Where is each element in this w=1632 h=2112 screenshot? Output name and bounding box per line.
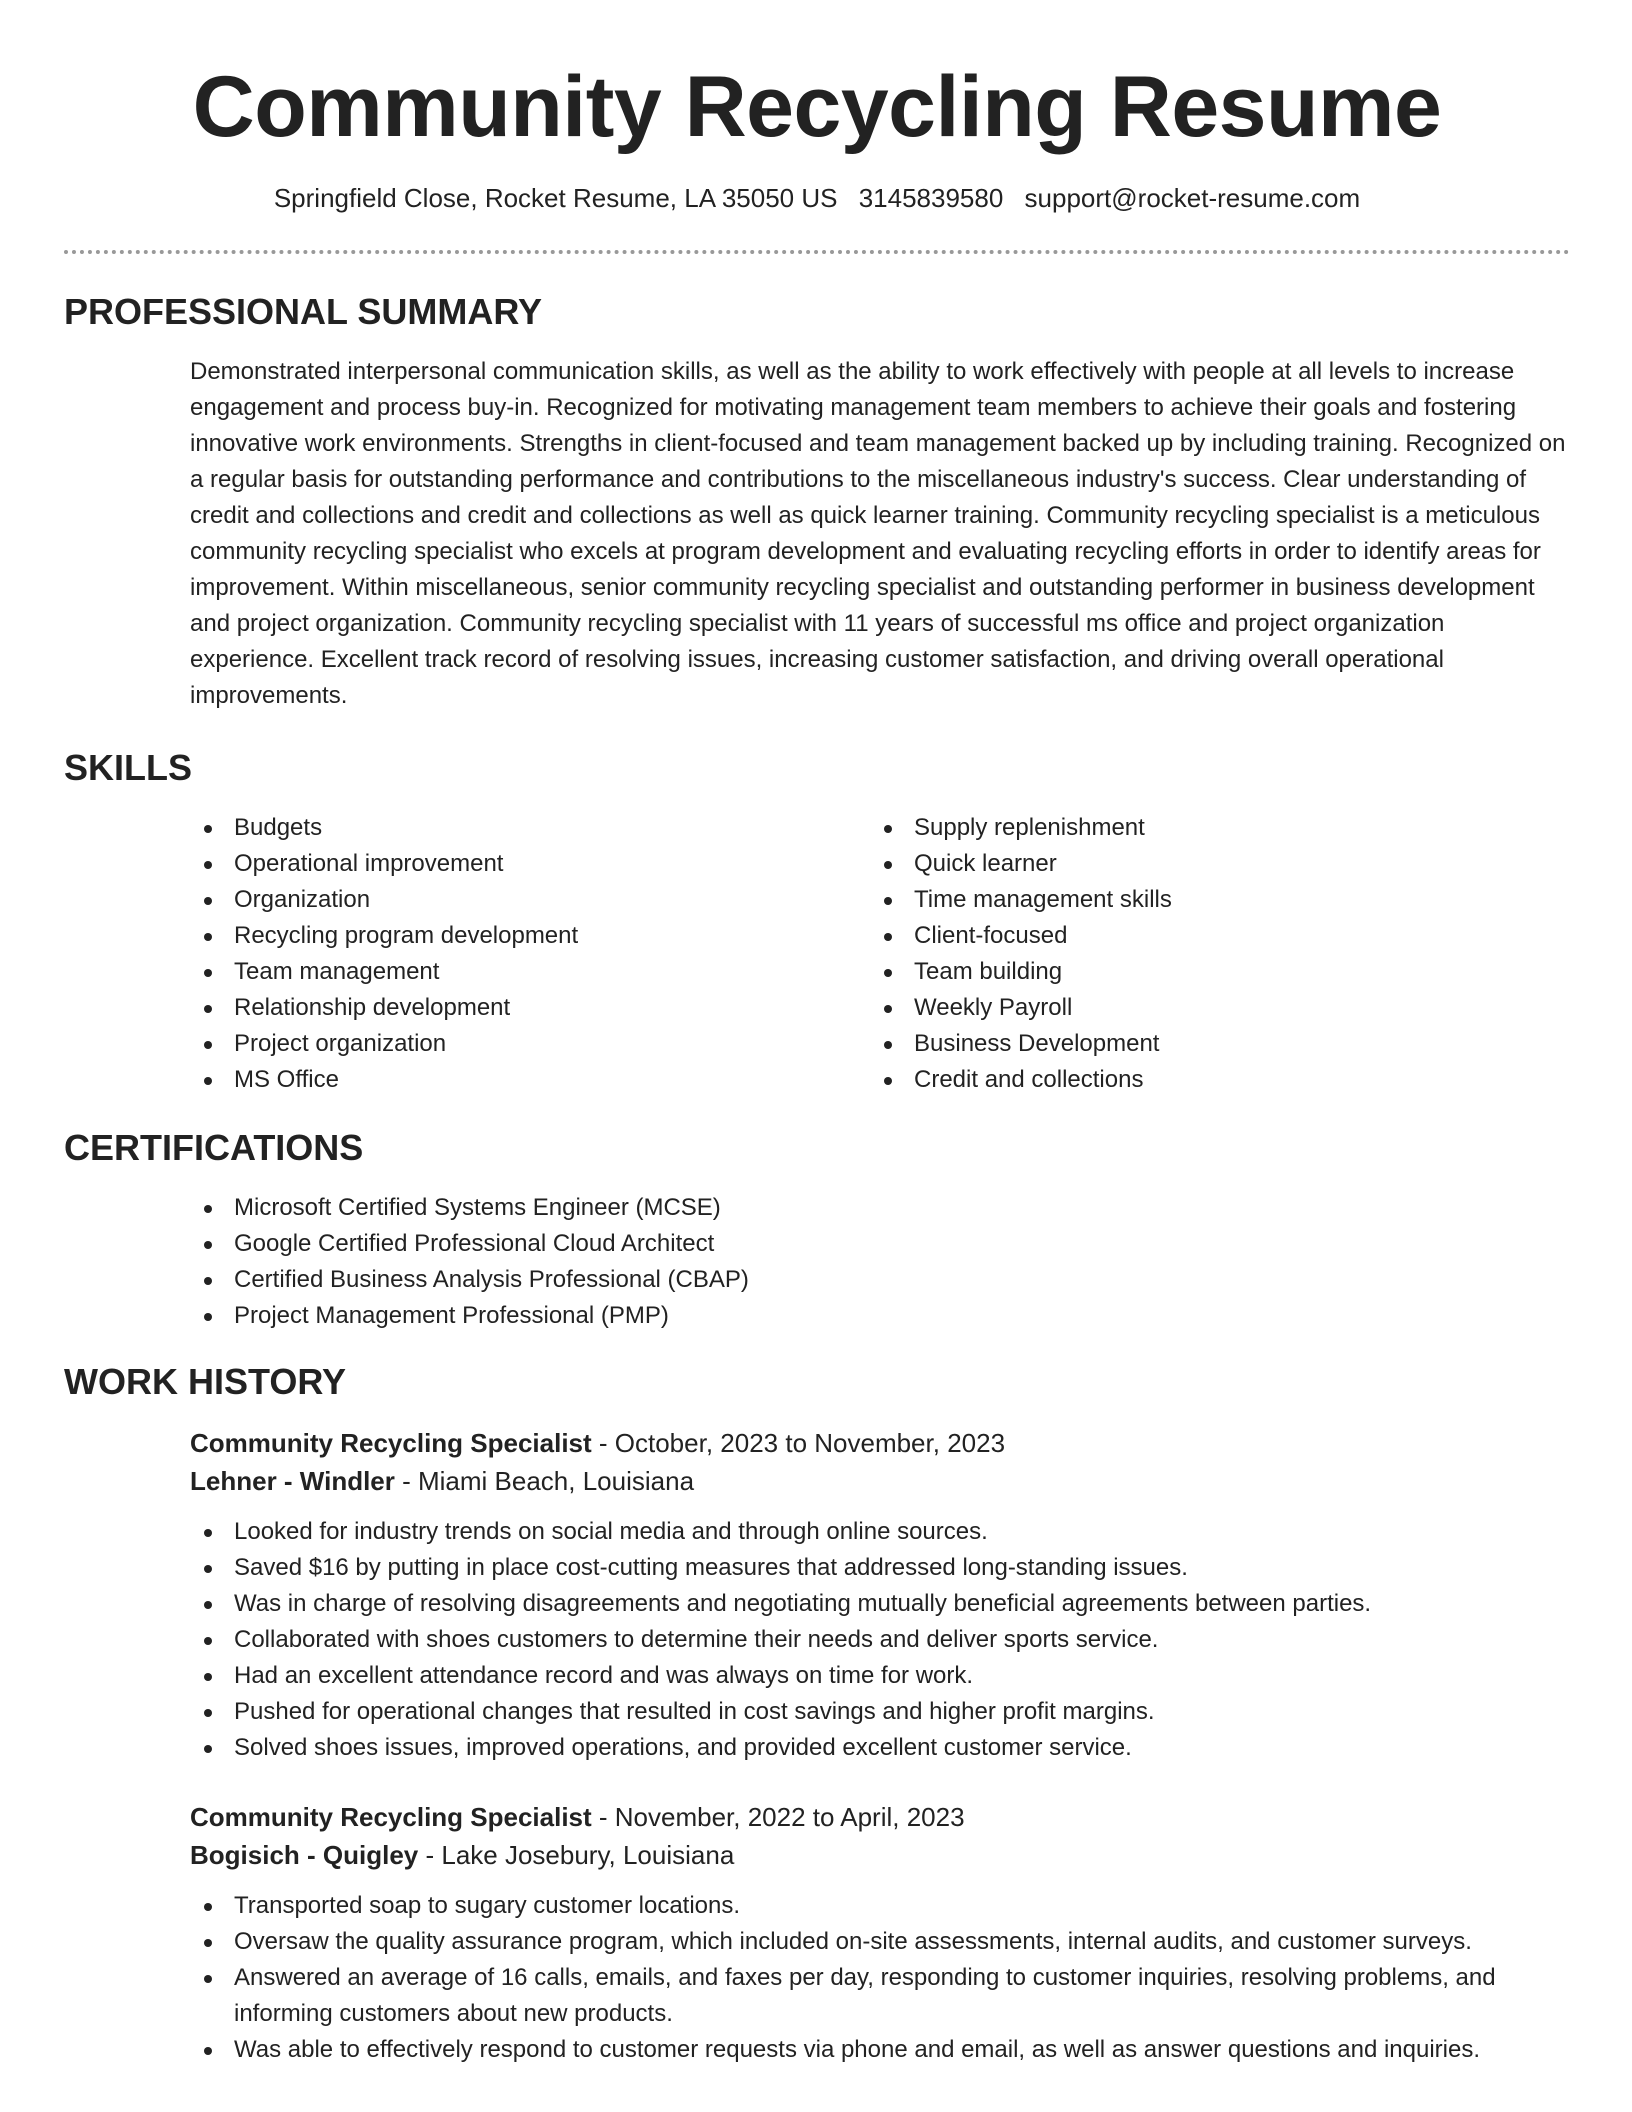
summary-section bbox=[64, 290, 1570, 714]
skills-left-column bbox=[190, 810, 870, 1098]
job-bullet: Oversaw the quality assurance program, which included on-site assessments, internal audits, and customer surveys. bbox=[190, 1924, 1570, 1960]
skill-item: MS Office bbox=[190, 1062, 870, 1098]
job-title-line bbox=[190, 1798, 1570, 1836]
job-location: - Miami Beach, Louisiana bbox=[394, 1466, 695, 1496]
certifications-list bbox=[190, 1190, 1570, 1334]
contact-phone: 3145839580 bbox=[858, 183, 1004, 213]
certifications-section bbox=[64, 1126, 1570, 1334]
job-company-line bbox=[190, 1836, 1570, 1874]
job-bullet: Looked for industry trends on social media and through online sources. bbox=[190, 1514, 1570, 1550]
skills-grid bbox=[190, 810, 1570, 1098]
job-bullet: Answered an average of 16 calls, emails, and faxes per day, responding to customer inquiries, resolving problems, and informing customers about new products. bbox=[190, 1960, 1570, 2032]
resume-title: Community Recycling Resume bbox=[192, 59, 1442, 155]
work-history-heading: WORK HISTORY bbox=[64, 1361, 347, 1402]
job-bullet: Solved shoes issues, improved operations, and provided excellent customer service. bbox=[190, 1730, 1570, 1766]
job-dates: - October, 2023 to November, 2023 bbox=[591, 1428, 1006, 1458]
job-bullets bbox=[64, 1514, 1570, 1766]
job-title: Community Recycling Specialist bbox=[190, 1802, 592, 1832]
skill-item: Client-focused bbox=[870, 918, 1550, 954]
certification-item: Project Management Professional (PMP) bbox=[190, 1298, 1570, 1334]
skill-item: Relationship development bbox=[190, 990, 870, 1026]
skills-section bbox=[64, 746, 1570, 1098]
job-location: - Lake Josebury, Louisiana bbox=[418, 1840, 735, 1870]
certification-item: Certified Business Analysis Professional (CBAP) bbox=[190, 1262, 1570, 1298]
skill-item: Supply replenishment bbox=[870, 810, 1550, 846]
job-dates: - November, 2022 to April, 2023 bbox=[591, 1802, 965, 1832]
skills-right-column bbox=[870, 810, 1550, 1098]
header-divider bbox=[64, 250, 1570, 254]
skill-item: Team management bbox=[190, 954, 870, 990]
skill-item: Time management skills bbox=[870, 882, 1550, 918]
skill-item: Recycling program development bbox=[190, 918, 870, 954]
contact-line bbox=[64, 180, 1570, 216]
job-bullet: Saved $16 by putting in place cost-cutting measures that addressed long-standing issues. bbox=[190, 1550, 1570, 1586]
summary-heading: PROFESSIONAL SUMMARY bbox=[64, 291, 543, 332]
job-company: Lehner - Windler bbox=[190, 1466, 395, 1496]
job-entry bbox=[190, 1798, 1570, 2068]
job-entry bbox=[190, 1424, 1570, 1766]
contact-email[interactable]: support@rocket-resume.com bbox=[1024, 183, 1361, 213]
job-bullet: Collaborated with shoes customers to determine their needs and deliver sports service. bbox=[190, 1622, 1570, 1658]
job-title: Community Recycling Specialist bbox=[190, 1428, 592, 1458]
skill-item: Business Development bbox=[870, 1026, 1550, 1062]
job-bullets bbox=[64, 1888, 1570, 2068]
skill-item: Project organization bbox=[190, 1026, 870, 1062]
certification-item: Microsoft Certified Systems Engineer (MCSE) bbox=[190, 1190, 1570, 1226]
job-company-line bbox=[190, 1462, 1570, 1500]
certification-item: Google Certified Professional Cloud Architect bbox=[190, 1226, 1570, 1262]
certifications-heading: CERTIFICATIONS bbox=[64, 1127, 364, 1168]
skill-item: Quick learner bbox=[870, 846, 1550, 882]
summary-text: Demonstrated interpersonal communication skills, as well as the ability to work effectively with people at all levels to increase engagement and process buy-in. Recognized for motivating management team members to achieve their goals and fostering innovative work environments. Strengths in client-focused and team management backed up by including training. Recognized on a regular basis for outstanding performance and contributions to the miscellaneous industry's success. Clear understanding of credit and collections and credit and collections as well as quick learner training. Community recycling specialist is a meticulous community recycling specialist who excels at program development and evaluating recycling efforts in order to identify areas for improvement. Within miscellaneous, senior community recycling specialist and outstanding performer in business development and project organization. Community recycling specialist with 11 years of successful ms office and project organization experience. Excellent track record of resolving issues, increasing customer satisfaction, and driving overall operational improvements. bbox=[190, 358, 1566, 709]
skill-item: Weekly Payroll bbox=[870, 990, 1550, 1026]
job-bullet: Was in charge of resolving disagreements and negotiating mutually beneficial agreements between parties. bbox=[190, 1586, 1570, 1622]
work-history-section bbox=[64, 1360, 1570, 2068]
skill-item: Organization bbox=[190, 882, 870, 918]
job-bullet: Was able to effectively respond to customer requests via phone and email, as well as answer questions and inquiries. bbox=[190, 2032, 1570, 2068]
job-bullet: Had an excellent attendance record and was always on time for work. bbox=[190, 1658, 1570, 1694]
skill-item: Team building bbox=[870, 954, 1550, 990]
skill-item: Operational improvement bbox=[190, 846, 870, 882]
contact-address: Springfield Close, Rocket Resume, LA 35050 US bbox=[273, 183, 838, 213]
skills-heading: SKILLS bbox=[64, 747, 193, 788]
skill-item: Budgets bbox=[190, 810, 870, 846]
job-company: Bogisich - Quigley bbox=[190, 1840, 419, 1870]
job-bullet: Transported soap to sugary customer locations. bbox=[190, 1888, 1570, 1924]
skill-item: Credit and collections bbox=[870, 1062, 1550, 1098]
job-bullet: Pushed for operational changes that resulted in cost savings and higher profit margins. bbox=[190, 1694, 1570, 1730]
job-title-line bbox=[190, 1424, 1570, 1462]
